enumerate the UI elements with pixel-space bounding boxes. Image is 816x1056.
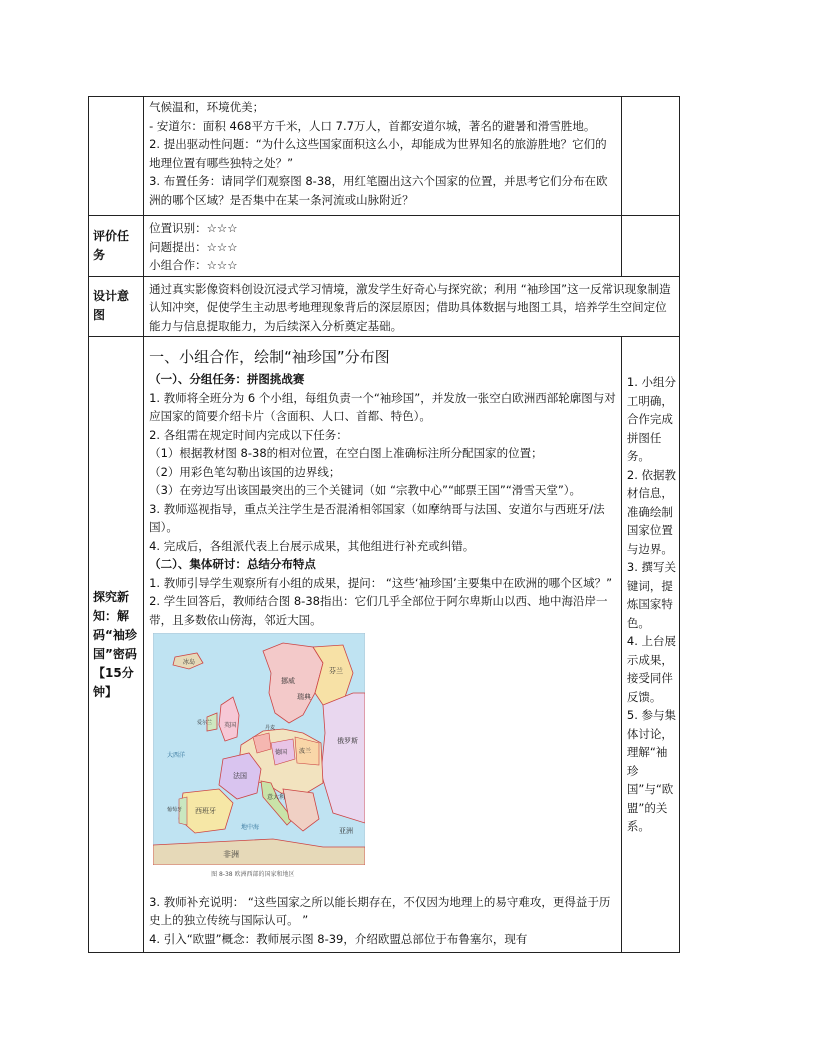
table-row — [89, 276, 680, 337]
map-label: 丹麦 — [265, 725, 276, 731]
design-intent-cell: 通过真实影像资料创设沉浸式学习情境，激发学生好奇心与探究欲；利用 “袖珍国”这一反常识现象制造认知冲突，促使学生主动思考地理现象背后的深层原因；借助具体数据与地图工具，培养学生空间定位能力与信息提取能力，为后续深入分析奠定基础。 — [144, 276, 680, 337]
teaching-activity-cell — [144, 97, 622, 216]
table-row — [89, 337, 680, 953]
map-label: 德国 — [275, 749, 288, 756]
paragraph: 气候温和，环境优美； — [149, 100, 265, 114]
rating-line: 位置识别：☆☆☆ — [149, 221, 238, 235]
map-label: 西班牙 — [195, 807, 217, 815]
map-label: 俄罗斯 — [337, 737, 359, 745]
map-label: 葡萄牙 — [167, 807, 183, 813]
subsection-heading: （一）、分组任务：拼图挑战赛 — [149, 372, 305, 386]
rating-line: 问题提出：☆☆☆ — [149, 239, 238, 254]
map-label: 冰岛 — [183, 659, 196, 666]
paragraph: （2）用彩色笔勾勒出该国的边界线； — [149, 464, 341, 479]
student-activity: 3. 撰写关键词，提炼国家特色。 — [626, 560, 677, 630]
evaluation-cell — [144, 216, 622, 277]
map-label: 非洲 — [223, 850, 240, 859]
row-label: 设计意图 — [89, 276, 144, 337]
inquiry-cell — [144, 337, 622, 953]
paragraph: - 安道尔：面积 468平方千米，人口 7.7万人，首都安道尔城，著名的避暑和滑雪胜地。 — [149, 118, 596, 133]
paragraph: 1. 教师引导学生观察所有小组的成果，提问： “这些‘袖珍国’主要集中在欧洲的哪个区域？” — [149, 575, 613, 590]
paragraph: （1）根据教材图 8-38的相对位置，在空白图上准确标注所分配国家的位置； — [149, 446, 543, 460]
map-label: 爱尔兰 — [197, 720, 213, 726]
paragraph: 2. 学生回答后，教师结合图 8-38指出：它们几乎全部位于阿尔卑斯山以西、地中海沿岸一带，且多数依山傍海，邻近大国。 — [149, 594, 608, 627]
side-cell — [621, 97, 679, 216]
map-label: 英国 — [224, 722, 237, 729]
row-label: 评价任务 — [89, 216, 144, 277]
paragraph: 4. 引入“欧盟”概念：教师展示图 8-39，介绍欧盟总部位于布鲁塞尔，现有 — [149, 931, 528, 946]
map-label: 意大利 — [267, 794, 286, 801]
paragraph: （3）在旁边写出该国最突出的三个关键词（如 “宗教中心”“邮票王国”“滑雪天堂”）。 — [149, 483, 582, 497]
student-activity: 5. 参与集体讨论，理解“袖珍国”与“欧盟”的关系。 — [626, 708, 677, 833]
map-caption: 图 8-38 欧洲西部的国家和地区 — [211, 871, 295, 878]
row-label-cell — [89, 97, 144, 216]
map-label: 芬兰 — [329, 667, 344, 675]
map-label: 法国 — [233, 772, 248, 780]
map-label: 亚洲 — [339, 827, 354, 835]
map-label: 波兰 — [299, 748, 312, 755]
paragraph: 3. 布置任务：请同学们观察图 8-38，用红笔圈出这六个国家的位置，并思考它们分布在欧洲的哪个区域？是否集中在某一条河流或山脉附近？ — [149, 174, 608, 207]
europe-map — [153, 633, 365, 865]
map-label: 大西洋 — [167, 752, 186, 759]
map-label: 瑞典 — [297, 693, 312, 701]
student-activity: 1. 小组分工明确，合作完成拼图任务。 — [626, 375, 677, 463]
paragraph: 3. 教师补充说明： “这些国家之所以能长期存在，不仅因为地理上的易守难攻，更得益于历史上的独立传统与国际认可。 ” — [149, 894, 611, 927]
paragraph: 3. 教师巡视指导，重点关注学生是否混淆相邻国家（如摩纳哥与法国、安道尔与西班牙/法国）。 — [149, 501, 605, 534]
table-row — [89, 97, 680, 216]
paragraph: 2. 各组需在规定时间内完成以下任务： — [149, 427, 348, 442]
lesson-plan-table — [88, 96, 680, 953]
paragraph: 2. 提出驱动性问题：“为什么这些国家面积这么小，却能成为世界知名的旅游胜地？它们的地理位置有哪些独特之处？” — [149, 137, 607, 170]
map-label: 挪威 — [281, 677, 296, 685]
paragraph: 1. 教师将全班分为 6 个小组，每组负责一个“袖珍国”，并发放一张空白欧洲西部轮廓图与对应国家的简要介绍卡片（含面积、人口、首都、特色）。 — [149, 390, 616, 423]
paragraph: 4. 完成后，各组派代表上台展示成果，其他组进行补充或纠错。 — [149, 538, 475, 553]
subsection-heading: （二）、集体研讨：总结分布特点 — [149, 557, 316, 571]
student-activity: 2. 依据教材信息，准确绘制国家位置与边界。 — [626, 467, 677, 556]
table-row — [89, 216, 680, 277]
row-label: 探究新知：解码“袖珍国”密码【15分钟】 — [89, 337, 144, 953]
student-activity: 4. 上台展示成果，接受同伴反馈。 — [626, 634, 677, 704]
map-label: 地中海 — [241, 824, 260, 831]
rating-line: 小组合作：☆☆☆ — [149, 258, 238, 272]
section-heading: 一、小组合作，绘制“袖珍国”分布图 — [149, 348, 390, 366]
student-activity-cell — [621, 337, 679, 953]
side-cell — [621, 216, 679, 277]
europe-map-graphic — [153, 633, 365, 865]
